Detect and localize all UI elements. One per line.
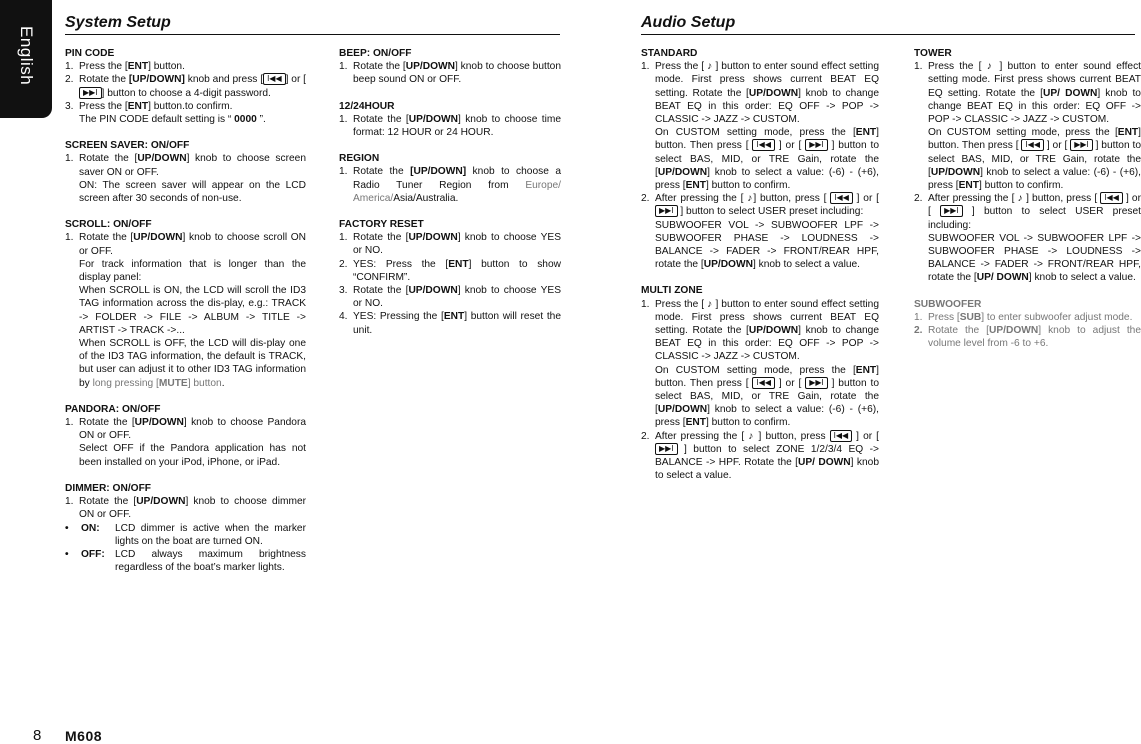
scroll-note-3: When SCROLL is OFF, the LCD will dis-play one of the ID3 TAG information, the default is TRACK, but user can adjust it to other ID3 TAG information by long pressing [MUTE] button. [79, 338, 306, 389]
music-icon: ♪ [707, 298, 713, 310]
pin-code-heading: PIN CODE [65, 48, 115, 59]
region-step-1: 1. Rotate the [UP/DOWN] knob to choose a Radio Tuner Region from Europe/ America/Asia/Australia. [339, 166, 561, 204]
prev-track-icon: I◀◀ [830, 192, 853, 204]
tower-step-1: 1. Press the [ ♪ ] button to enter sound effect setting mode. First press shows current BEAT EQ setting. Rotate the [UP/ DOWN] knob to change BEAT EQ in this order: EQ OFF -> POP -> CLASSIC -> JAZZ -> CUSTOM. [914, 61, 1141, 126]
factory-reset-step-3: 3. Rotate the [UP/DOWN] knob to choose YES or NO. [339, 285, 561, 310]
music-icon: ♪ [747, 193, 754, 205]
subwoofer-heading: SUBWOOFER [914, 298, 982, 310]
factory-reset-heading: FACTORY RESET [339, 219, 424, 231]
standard-heading: STANDARD [641, 48, 698, 59]
tower-step-2: 2. After pressing the [ ♪ ] button, press [ I◀◀ ] or [ ▶▶I ] button to select USER preset including: [914, 193, 1141, 231]
prev-track-icon: I◀◀ [1100, 192, 1123, 204]
dimmer-off-bullet: • OFF: LCD always maximum brightness regardless of the boat’s marker lights. [65, 548, 306, 574]
language-tab [0, 0, 52, 118]
subwoofer-step-2: 2. Rotate the [UP/DOWN] knob to adjust the volume level from -6 to +6. [914, 325, 1141, 350]
prev-track-icon: I◀◀ [752, 377, 775, 389]
language-tab-label: English [17, 26, 36, 86]
tower-heading: TOWER [914, 48, 952, 59]
hour-format-step-1: 1. Rotate the [UP/DOWN] knob to choose time format: 12 HOUR or 24 HOUR. [339, 113, 561, 139]
next-track-icon: ▶▶I [655, 443, 678, 455]
page-number: 8 [33, 727, 42, 744]
standard-user-preset-note: SUBWOOFER VOL -> SUBWOOFER LPF -> SUBWOOFER PHASE -> LOUDNESS -> BALANCE -> FADER -> FRONT/REAR HPF, rotate the [UP/DOWN] knob to select a value. [655, 219, 879, 271]
factory-reset-step-2: 2. YES: Press the [ENT] button to show “CONFIRM”. [339, 258, 561, 283]
system-setup-column-2 [339, 47, 561, 337]
music-icon: ♪ [707, 61, 713, 73]
next-track-icon: ▶▶I [79, 87, 102, 99]
pandora-step-1: 1. Rotate the [UP/DOWN] knob to choose Pandora ON or OFF. Select OFF if the Pandora application has not been installed on your iPod, iPhone, or iPad. [65, 417, 307, 468]
system-setup-rule [65, 34, 560, 35]
hour-format-heading: 12/24HOUR [339, 100, 395, 112]
screen-saver-heading: SCREEN SAVER: ON/OFF [65, 140, 190, 152]
next-track-icon: ▶▶I [805, 139, 828, 151]
scroll-note-1: For track information that is longer than the display panel: [79, 258, 306, 284]
dimmer-on-bullet: • ON: LCD dimmer is active when the marker lights on the boat are turned ON. [65, 522, 306, 547]
tower-custom-note: On CUSTOM setting mode, press the [ENT] button. Then press [ I◀◀ ] or [ ▶▶I ] button to select BAS, MID, or TRE Gain, rotate the [UP/DOWN] knob to select a value: (-6) - (+6), press [ENT] button to confirm. [928, 127, 1141, 192]
prev-track-icon: I◀◀ [263, 73, 286, 85]
pin-code-step-1: 1. Press the [ENT] button. [65, 61, 185, 73]
standard-step-2: 2. After pressing the [ ♪] button, press [ I◀◀ ] or [ ▶▶I ] button to select USER preset including: [641, 193, 879, 218]
audio-setup-column-1 [641, 47, 879, 483]
screen-saver-step-1: 1. Rotate the [UP/DOWN] knob to choose screen saver ON or OFF. ON: The screen saver will appear on the LCD screen after 30 seconds of non-use. [65, 153, 307, 205]
next-track-icon: ▶▶I [655, 205, 678, 217]
factory-reset-step-1: 1. Rotate the [UP/DOWN] knob to choose YES or NO. [339, 232, 561, 257]
multi-zone-heading: MULTI ZONE [641, 285, 703, 297]
factory-reset-step-4: 4. YES: Pressing the [ENT] button will reset the unit. [339, 311, 561, 336]
scroll-note-2: When SCROLL is ON, the LCD will scroll the ID3 TAG information across the dis-play, e.g.: TRACK -> FOLDER -> FILE -> ALBUM -> TITLE -> ARTIST -> TRACK ->... [79, 285, 306, 336]
region-heading: REGION [339, 153, 380, 165]
system-setup-title: System Setup [65, 14, 171, 31]
pin-code-step-2: 2. Rotate the [UP/DOWN] knob and press [ I◀◀ ] or [▶▶I ] button to choose a 4-digit password. [65, 74, 307, 99]
multi-zone-step-1: 1. Press the [ ♪ ] button to enter sound effect setting mode. First press shows current BEAT EQ setting. Rotate the [UP/DOWN] knob to change BEAT EQ in this order: EQ OFF -> POP -> CLASSIC -> JAZZ -> CUSTOM. [641, 298, 879, 363]
pin-code-step-3: 3. Press the [ENT] button.to confirm. The PIN CODE default setting is “ 0000 ”. [65, 100, 266, 126]
pandora-heading: PANDORA: ON/OFF [65, 403, 161, 415]
beep-step-1: 1. Rotate the [UP/DOWN] knob to choose button beep sound ON or OFF. [339, 61, 562, 86]
scroll-heading: SCROLL: ON/OFF [65, 219, 152, 231]
prev-track-icon: I◀◀ [830, 430, 853, 442]
next-track-icon: ▶▶I [805, 377, 828, 389]
next-track-icon: ▶▶I [1070, 139, 1093, 151]
tower-user-preset-note: SUBWOOFER VOL -> SUBWOOFER LPF -> SUBWOOFER PHASE -> LOUDNESS -> BALANCE -> FADER -> FRONT/REAR HPF, rotate the [UP/ DOWN] knob to select a value. [928, 232, 1141, 284]
system-setup-column-1 [65, 47, 306, 574]
standard-step-1: 1. Press the [ ♪ ] button to enter sound effect setting mode. First press shows current BEAT EQ setting. Rotate the [UP/DOWN] knob to change BEAT EQ in this order: EQ OFF -> POP -> CLASSIC -> JAZZ -> CUSTOM. [641, 61, 879, 126]
music-icon: ♪ [1017, 193, 1023, 205]
prev-track-icon: I◀◀ [752, 139, 775, 151]
subwoofer-step-1: 1. Press [SUB] to enter subwoofer adjust mode. [914, 311, 1133, 323]
music-icon: ♪ [748, 430, 755, 442]
prev-track-icon: I◀◀ [1021, 139, 1044, 151]
multi-zone-custom-note: On CUSTOM setting mode, press the [ENT] button. Then press [ I◀◀ ] or [ ▶▶I ] button to select BAS, MID, or TRE Gain, rotate the [UP/DOWN] knob to select a value: (-6) - (+6), press [ENT] button to confirm. [655, 364, 879, 429]
multi-zone-step-2: 2. After pressing the [ ♪ ] button, press I◀◀ ] or [ ▶▶I ] button to select ZONE 1/2/3/4 EQ -> BALANCE -> HPF. Rotate the [UP/ DOWN] knob to select a value. [641, 430, 879, 482]
model-name: M608 [65, 728, 103, 744]
audio-setup-title: Audio Setup [641, 14, 736, 31]
dimmer-step-1: 1. Rotate the [UP/DOWN] knob to choose dimmer ON or OFF. [65, 496, 306, 521]
dimmer-heading: DIMMER: ON/OFF [65, 482, 152, 494]
standard-custom-note: On CUSTOM setting mode, press the [ENT] button. Then press [ I◀◀ ] or [ ▶▶I ] button to select BAS, MID, or TRE Gain, rotate the [UP/DOWN] knob to select a value: (-6) - (+6), press [ENT] button to confirm. [655, 127, 879, 192]
music-icon: ♪ [986, 61, 995, 73]
next-track-icon: ▶▶I [940, 205, 963, 217]
audio-setup-column-2 [914, 47, 1141, 350]
beep-heading: BEEP: ON/OFF [339, 48, 412, 59]
scroll-step-1: 1. Rotate the [UP/DOWN] knob to choose scroll ON or OFF. [65, 232, 307, 257]
audio-setup-rule [641, 34, 1135, 35]
